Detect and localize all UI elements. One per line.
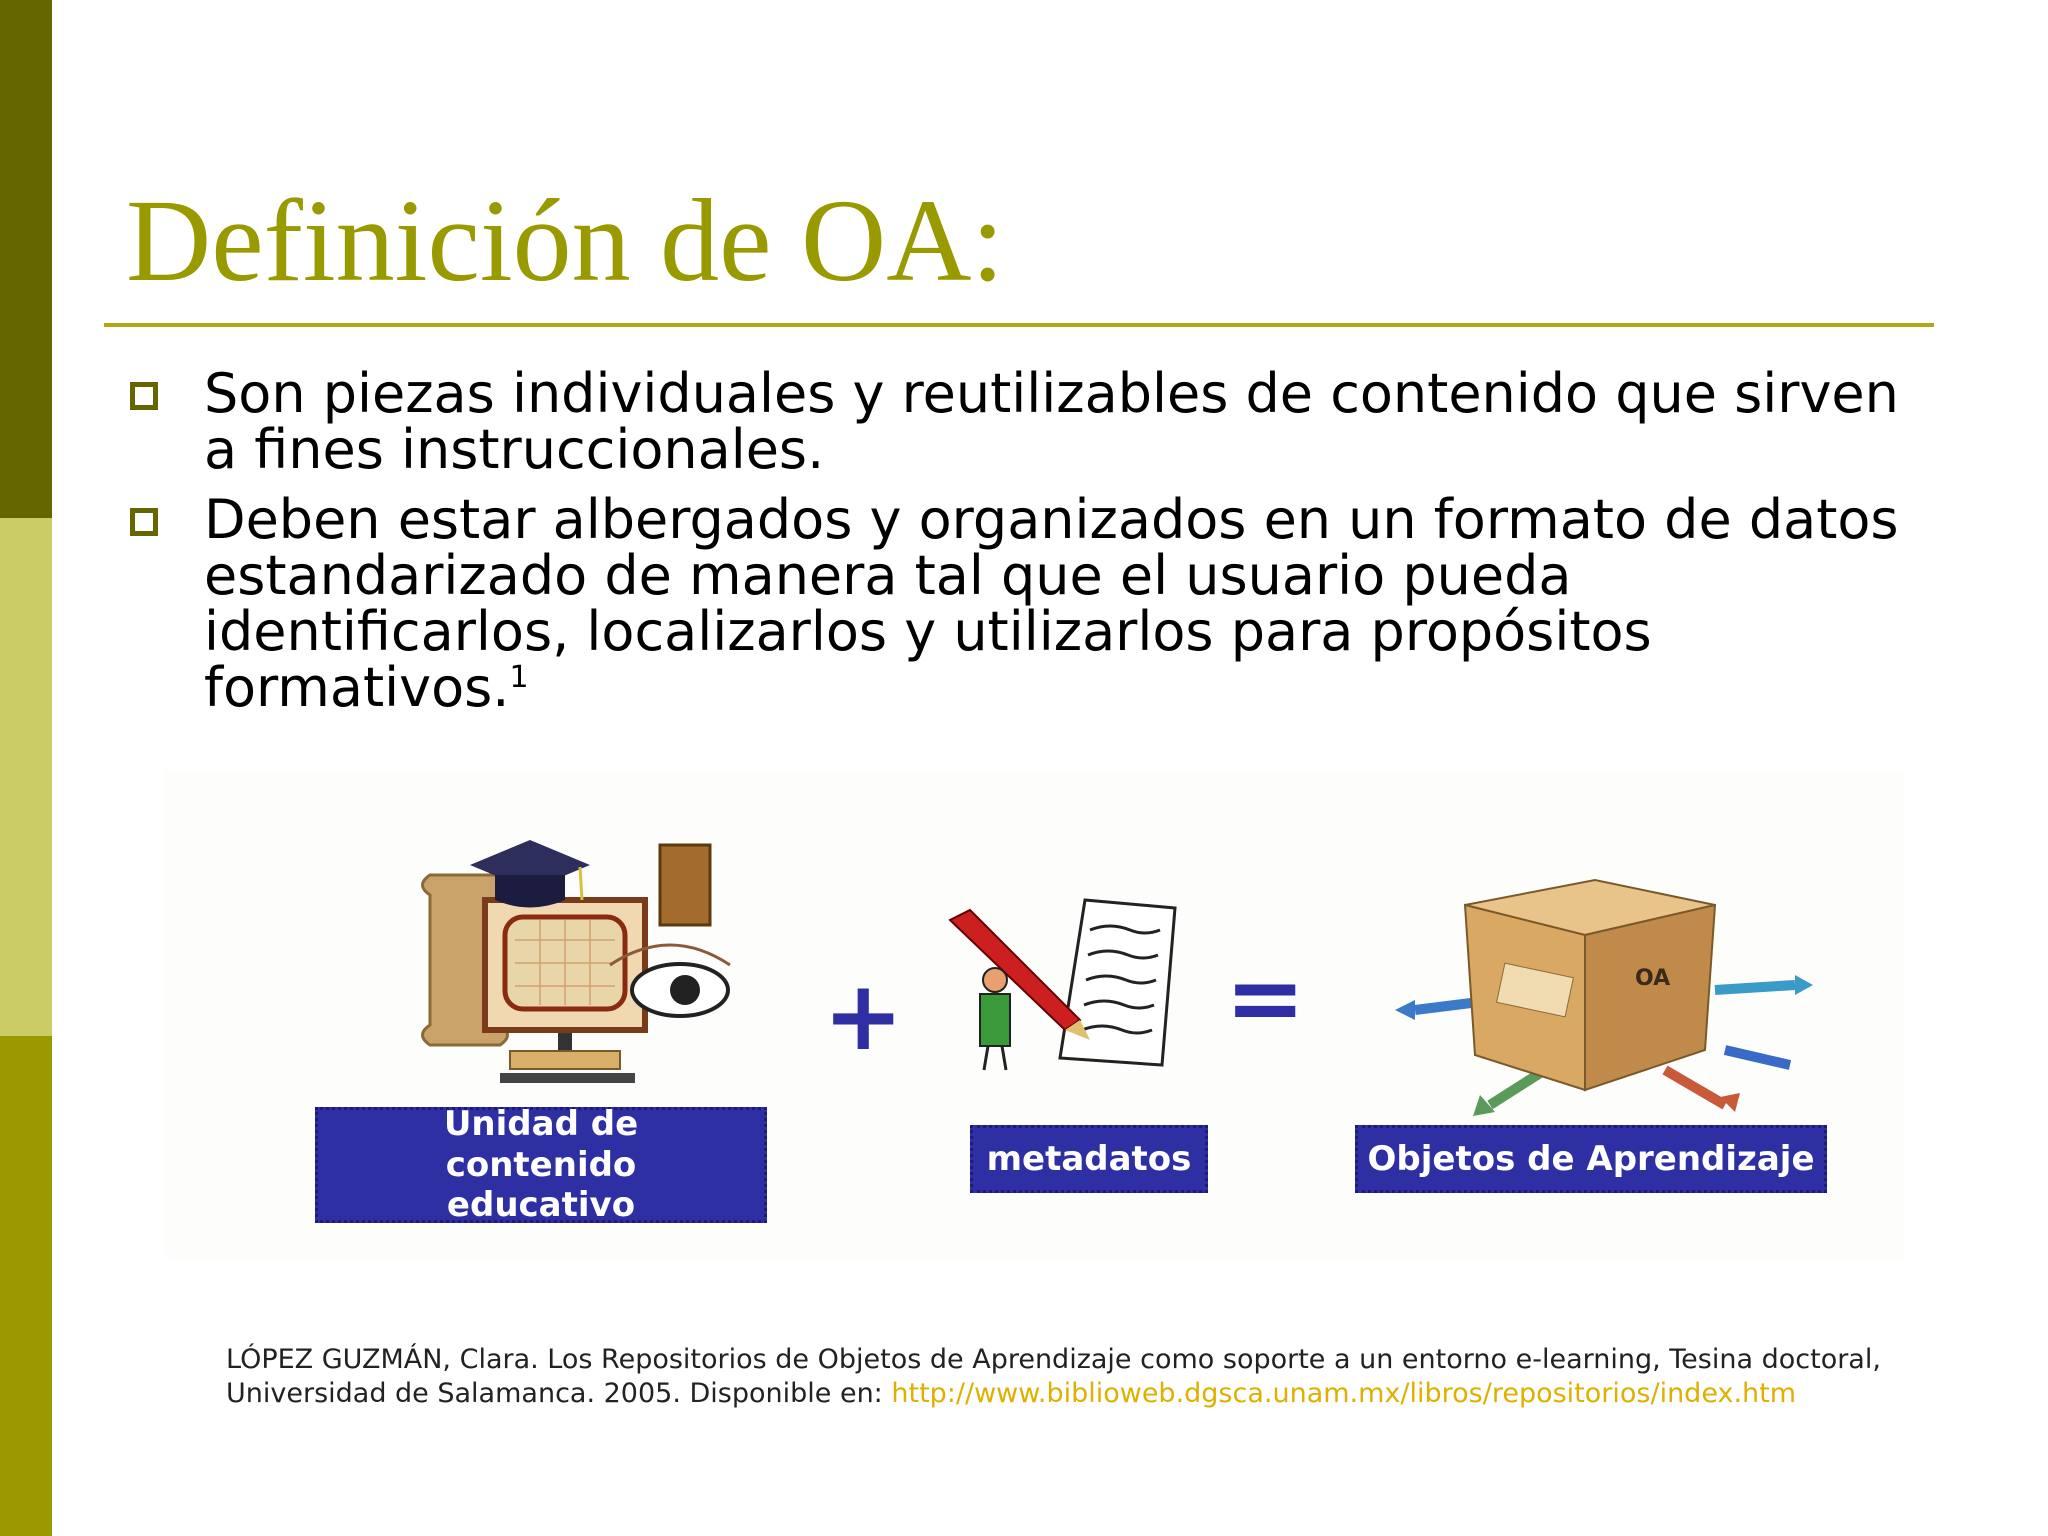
slide-title: Definición de OA: (126, 175, 1005, 306)
box-label-oa: OA (1635, 966, 1671, 991)
label-metadata: metadatos (970, 1125, 1208, 1193)
sidebar-band-top (0, 0, 52, 518)
square-bullet-icon (130, 508, 158, 536)
equals-sign: = (1225, 942, 1306, 1054)
footnote-marker: 1 (509, 660, 529, 695)
bullet-item (126, 362, 1926, 481)
label-learning-objects: Objetos de Aprendizaje (1355, 1125, 1827, 1193)
bullet-list (126, 362, 1926, 730)
bullet-text (204, 488, 1926, 719)
bullet-text: Son piezas individuales y reutilizables de contenido que sirven a fines instruccionales. (204, 362, 1899, 481)
label-educational-content: Unidad de contenido educativo (315, 1107, 767, 1223)
oa-diagram (165, 770, 1905, 1260)
sidebar-band-middle (0, 518, 52, 1036)
bullet-item (126, 488, 1926, 719)
title-divider (104, 323, 1934, 327)
metadata-pen-icon (940, 890, 1200, 1085)
reference-text: LÓPEZ GUZMÁN, Clara. Los Repositorios de Objetos de Aprendizaje como soporte a un entorno e-learning, Tesina doctoral, Universidad de Salamanca. 2005. Disponible en: (226, 1344, 1881, 1409)
sidebar-band-bottom (0, 1036, 52, 1536)
bullet-text-body: Deben estar albergados y organizados en un formato de datos estandarizado de manera tal que el usuario pueda identificarlos, localizarlos y utilizarlos para propósitos formativos. (204, 488, 1899, 719)
reference-link[interactable]: http://www.biblioweb.dgsca.unam.mx/libros/repositorios/index.htm (891, 1378, 1797, 1409)
learning-object-box-icon (1395, 860, 1815, 1120)
educational-content-icon (410, 805, 740, 1095)
square-bullet-icon (130, 382, 158, 410)
plus-sign: + (823, 960, 904, 1072)
reference-citation (226, 1343, 1926, 1411)
